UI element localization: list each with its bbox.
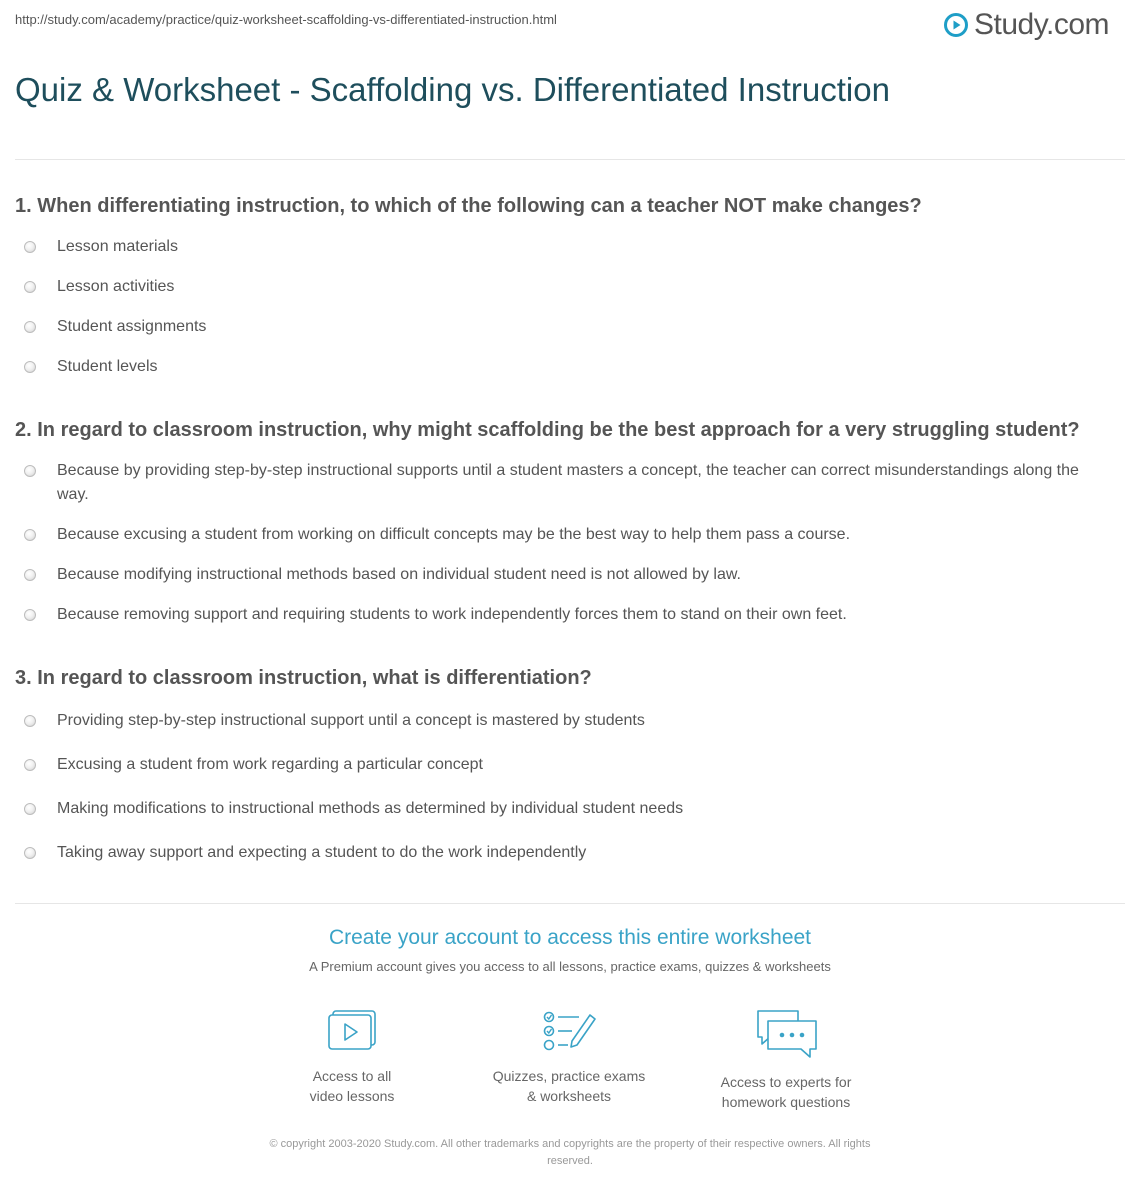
page-title: Quiz & Worksheet - Scaffolding vs. Differentiated Instruction (15, 71, 890, 108)
radio-button[interactable] (24, 759, 36, 771)
answer-option[interactable] (15, 709, 1115, 733)
answer-option[interactable] (15, 603, 1115, 627)
radio-button[interactable] (24, 281, 36, 293)
radio-button[interactable] (24, 847, 36, 859)
answer-text: Because excusing a student from working on difficult concepts may be the best way to help them pass a course. (57, 526, 851, 543)
answer-text: Because modifying instructional methods based on individual student need is not allowed by law. (57, 566, 741, 583)
feature-experts (686, 1008, 886, 1112)
answer-text: Taking away support and expecting a student to do the work independently (57, 844, 587, 861)
answer-text: Providing step-by-step instructional support until a concept is mastered by students (57, 712, 645, 729)
radio-button[interactable] (24, 569, 36, 581)
answer-option[interactable] (15, 315, 1115, 339)
radio-button[interactable] (24, 361, 36, 373)
answer-option[interactable] (15, 563, 1115, 587)
radio-button[interactable] (24, 241, 36, 253)
study-logo[interactable] (944, 8, 1109, 42)
question-2 (15, 417, 1125, 623)
answer-text: Making modifications to instructional methods as determined by individual student needs (57, 800, 684, 817)
question-text: 3. In regard to classroom instruction, what is differentiation? (15, 667, 592, 689)
answer-option[interactable] (15, 355, 1115, 379)
quiz-checklist-icon (541, 1008, 597, 1054)
logo-text: Study.com (974, 8, 1109, 41)
question-1 (15, 193, 1125, 375)
radio-button[interactable] (24, 321, 36, 333)
answer-text: Excusing a student from work regarding a particular concept (57, 756, 483, 773)
question-text: 2. In regard to classroom instruction, why might scaffolding be the best approach for a very struggling student? (15, 419, 1080, 441)
answer-text: Lesson activities (57, 278, 175, 295)
radio-button[interactable] (24, 529, 36, 541)
signup-cta (0, 926, 1140, 974)
top-bar (0, 0, 1140, 60)
play-circle-icon (944, 13, 968, 37)
divider (15, 159, 1125, 160)
video-lessons-icon (326, 1008, 378, 1054)
feature-quizzes (469, 1008, 669, 1106)
question-text: 1. When differentiating instruction, to which of the following can a teacher NOT make changes? (15, 195, 922, 217)
answer-text: Student levels (57, 358, 158, 375)
cta-subtitle: A Premium account gives you access to all lessons, practice exams, quizzes & worksheets (309, 959, 831, 974)
cta-link[interactable]: Create your account to access this entire worksheet (328, 926, 812, 949)
copyright-footer: © copyright 2003-2020 Study.com. All other trademarks and copyrights are the property of their respective owners. All rights reserved. (269, 1138, 871, 1167)
answer-option[interactable] (15, 523, 1115, 547)
radio-button[interactable] (24, 715, 36, 727)
feature-video-lessons (252, 1008, 452, 1106)
answer-option[interactable] (15, 235, 1115, 259)
answer-text: Because by providing step-by-step instructional supports until a student masters a concept, the teacher can correct misunderstandings along the way. (57, 462, 1079, 503)
question-3 (15, 665, 1125, 861)
answer-option[interactable] (15, 797, 1115, 821)
radio-button[interactable] (24, 465, 36, 477)
answer-option[interactable] (15, 275, 1115, 299)
page-url[interactable]: http://study.com/academy/practice/quiz-worksheet-scaffolding-vs-differentiated-instruction.html (15, 12, 557, 27)
radio-button[interactable] (24, 609, 36, 621)
answer-option[interactable] (15, 841, 1115, 865)
answer-text: Because removing support and requiring students to work independently forces them to stand on their own feet. (57, 606, 847, 623)
feature-label: Quizzes, practice exams & worksheets (492, 1068, 646, 1104)
answer-option[interactable] (15, 753, 1115, 777)
divider (15, 903, 1125, 904)
chat-bubbles-icon (754, 1008, 818, 1060)
feature-label: Access to experts for homework questions (720, 1074, 852, 1110)
answer-option[interactable] (15, 459, 1115, 507)
radio-button[interactable] (24, 803, 36, 815)
answer-text: Lesson materials (57, 238, 178, 255)
answer-text: Student assignments (57, 318, 207, 335)
feature-label: Access to all video lessons (309, 1068, 395, 1104)
